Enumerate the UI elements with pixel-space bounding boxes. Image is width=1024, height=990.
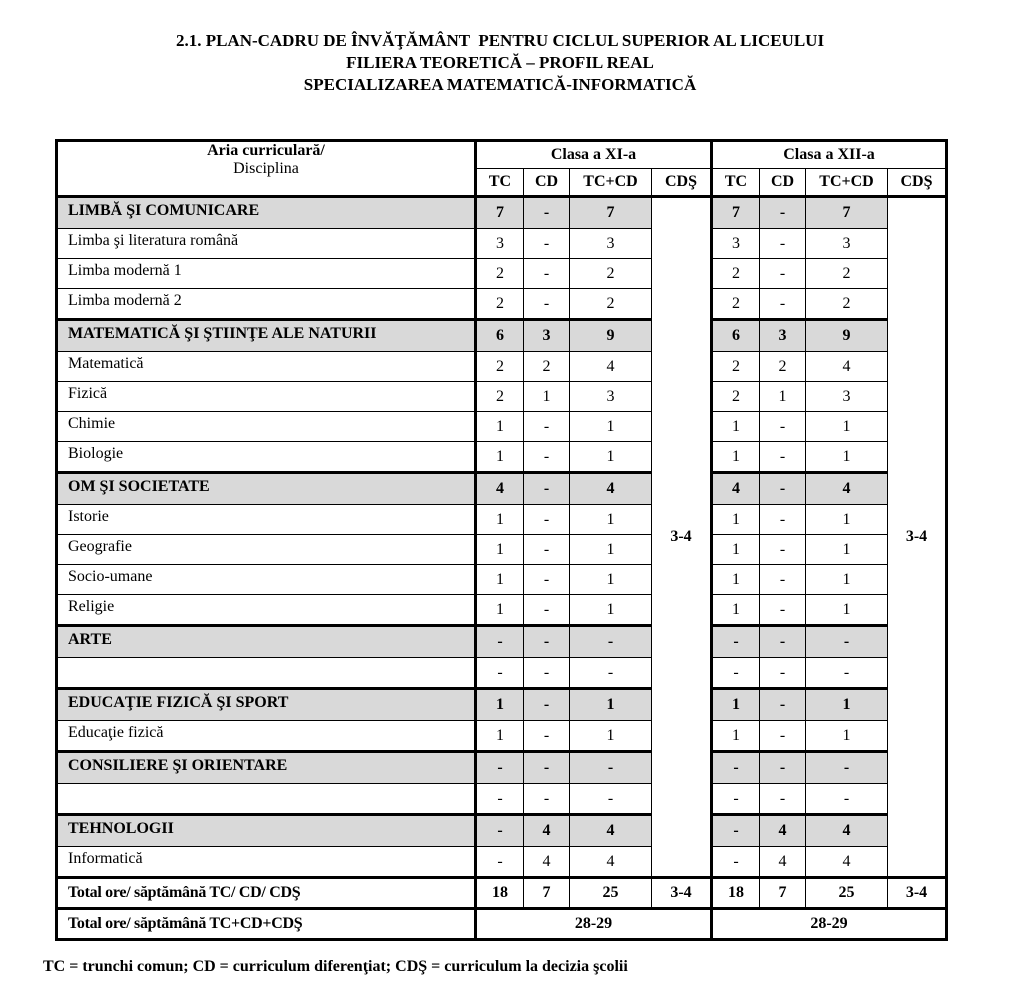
- xi-cd-cell: 3: [524, 320, 570, 352]
- xii-tc-cell: 7: [712, 197, 760, 229]
- xi-tccd-cell: 3: [570, 382, 652, 412]
- xi-cd-cell: -: [524, 505, 570, 535]
- xi-tccd-cell: 4: [570, 815, 652, 847]
- xii-tc-cell: 2: [712, 289, 760, 320]
- xii-tccd-cell: 1: [806, 721, 888, 752]
- table-row: [57, 847, 947, 878]
- total-xi-tc: 18: [476, 878, 524, 909]
- discipline-name: Limba modernă 2: [57, 289, 476, 320]
- xii-cd-cell: 2: [760, 352, 806, 382]
- discipline-name: Geografie: [57, 535, 476, 565]
- class-xii-header: Clasa a XII-a: [712, 141, 947, 169]
- table-row: [57, 289, 947, 320]
- xi-tc-cell: 7: [476, 197, 524, 229]
- xi-tc-cell: 1: [476, 442, 524, 473]
- xi-tccd-cell: 9: [570, 320, 652, 352]
- table-row: [57, 442, 947, 473]
- xii-tc-cell: 4: [712, 473, 760, 505]
- col-tccd-xi: TC+CD: [570, 169, 652, 197]
- xii-cd-cell: -: [760, 289, 806, 320]
- aria-header: [57, 141, 476, 197]
- xi-tccd-cell: -: [570, 752, 652, 784]
- xii-tccd-cell: 4: [806, 847, 888, 878]
- curricular-area-name: TEHNOLOGII: [57, 815, 476, 847]
- xi-tc-cell: 3: [476, 229, 524, 259]
- xii-tccd-cell: -: [806, 784, 888, 815]
- xii-cd-cell: -: [760, 197, 806, 229]
- xi-tccd-cell: 1: [570, 595, 652, 626]
- discipline-name: Biologie: [57, 442, 476, 473]
- xii-cd-cell: -: [760, 721, 806, 752]
- xi-cd-cell: -: [524, 412, 570, 442]
- xii-tc-cell: 6: [712, 320, 760, 352]
- xii-tccd-cell: 2: [806, 259, 888, 289]
- legend: TC = trunchi comun; CD = curriculum diferenţiat; CDŞ = curriculum la decizia şcolii: [43, 958, 628, 975]
- xi-tc-cell: 1: [476, 535, 524, 565]
- xii-tccd-cell: 9: [806, 320, 888, 352]
- xii-tc-cell: -: [712, 847, 760, 878]
- xii-tccd-cell: 1: [806, 595, 888, 626]
- xii-tc-cell: 2: [712, 352, 760, 382]
- xi-tccd-cell: 1: [570, 721, 652, 752]
- xii-cd-cell: 4: [760, 847, 806, 878]
- total-xi-tccd: 25: [570, 878, 652, 909]
- col-tc-xi: TC: [476, 169, 524, 197]
- group-row: [57, 689, 947, 721]
- xii-tc-cell: 2: [712, 259, 760, 289]
- xii-tc-cell: 2: [712, 382, 760, 412]
- col-cd-xii: CD: [760, 169, 806, 197]
- total-xii-sum: 28-29: [712, 909, 947, 940]
- xii-cd-cell: -: [760, 595, 806, 626]
- xii-tccd-cell: 3: [806, 382, 888, 412]
- xi-tc-cell: -: [476, 626, 524, 658]
- xi-tc-cell: 4: [476, 473, 524, 505]
- xi-cd-cell: 2: [524, 352, 570, 382]
- xi-cds-merged-cell: 3-4: [652, 197, 712, 878]
- xii-tccd-cell: -: [806, 752, 888, 784]
- xi-cd-cell: -: [524, 752, 570, 784]
- aria-header-line-2: Disciplina: [233, 160, 299, 177]
- table-row: [57, 721, 947, 752]
- xi-tc-cell: 1: [476, 595, 524, 626]
- xii-cd-cell: -: [760, 752, 806, 784]
- table-totals: [57, 878, 947, 940]
- discipline-name: Informatică: [57, 847, 476, 878]
- discipline-name: Limba şi literatura română: [57, 229, 476, 259]
- xi-cd-cell: -: [524, 442, 570, 473]
- table-row: [57, 535, 947, 565]
- xi-tccd-cell: -: [570, 784, 652, 815]
- xi-tccd-cell: 1: [570, 565, 652, 595]
- xi-cd-cell: 4: [524, 847, 570, 878]
- xi-cd-cell: -: [524, 626, 570, 658]
- col-cds-xi: CDŞ: [652, 169, 712, 197]
- xi-tc-cell: 1: [476, 565, 524, 595]
- xi-cd-cell: -: [524, 289, 570, 320]
- xii-tc-cell: -: [712, 626, 760, 658]
- table-row: [57, 259, 947, 289]
- table-row: [57, 784, 947, 815]
- title-line-2: FILIERA TEORETICĂ – PROFIL REAL: [346, 53, 654, 72]
- xii-tc-cell: 1: [712, 689, 760, 721]
- xi-cd-cell: -: [524, 658, 570, 689]
- header-row-1: [57, 141, 947, 169]
- xi-cd-cell: -: [524, 721, 570, 752]
- total-row-split: [57, 878, 947, 909]
- table-row: [57, 565, 947, 595]
- total-label-split: Total ore/ săptămână TC/ CD/ CDŞ: [57, 878, 476, 909]
- curricular-area-name: ARTE: [57, 626, 476, 658]
- xii-tccd-cell: 1: [806, 505, 888, 535]
- table-row: [57, 382, 947, 412]
- xi-cd-cell: -: [524, 784, 570, 815]
- xi-tccd-cell: 1: [570, 535, 652, 565]
- xii-cd-cell: -: [760, 535, 806, 565]
- discipline-name: Religie: [57, 595, 476, 626]
- total-xi-sum: 28-29: [476, 909, 712, 940]
- xi-tc-cell: 1: [476, 721, 524, 752]
- xi-tccd-cell: 2: [570, 289, 652, 320]
- group-row: [57, 197, 947, 229]
- table-row: [57, 229, 947, 259]
- xii-tc-cell: -: [712, 784, 760, 815]
- discipline-name: Matematică: [57, 352, 476, 382]
- curriculum-table: [55, 139, 948, 941]
- col-tc-xii: TC: [712, 169, 760, 197]
- xii-cd-cell: 1: [760, 382, 806, 412]
- curricular-area-name: EDUCAŢIE FIZICĂ ŞI SPORT: [57, 689, 476, 721]
- xii-cd-cell: -: [760, 565, 806, 595]
- group-row: [57, 626, 947, 658]
- xi-tccd-cell: 1: [570, 505, 652, 535]
- xii-cds-merged-cell: 3-4: [888, 197, 947, 878]
- curricular-area-name: OM ŞI SOCIETATE: [57, 473, 476, 505]
- xii-tc-cell: 1: [712, 565, 760, 595]
- xii-tccd-cell: 4: [806, 352, 888, 382]
- xi-cd-cell: -: [524, 473, 570, 505]
- xi-tc-cell: 2: [476, 382, 524, 412]
- xi-cd-cell: -: [524, 689, 570, 721]
- xi-tc-cell: -: [476, 658, 524, 689]
- xi-tccd-cell: 3: [570, 229, 652, 259]
- curricular-area-name: CONSILIERE ŞI ORIENTARE: [57, 752, 476, 784]
- xii-tc-cell: 1: [712, 721, 760, 752]
- xii-tc-cell: 1: [712, 442, 760, 473]
- xii-cd-cell: 4: [760, 815, 806, 847]
- table-row: [57, 658, 947, 689]
- xii-tccd-cell: 1: [806, 689, 888, 721]
- total-xii-tc: 18: [712, 878, 760, 909]
- title-line-3: SPECIALIZAREA MATEMATICĂ-INFORMATICĂ: [303, 75, 697, 94]
- group-row: [57, 752, 947, 784]
- xi-tccd-cell: 1: [570, 412, 652, 442]
- xii-tccd-cell: 1: [806, 442, 888, 473]
- xi-tc-cell: 1: [476, 689, 524, 721]
- xi-tccd-cell: 4: [570, 847, 652, 878]
- xi-tc-cell: 2: [476, 259, 524, 289]
- total-xii-cds: 3-4: [888, 878, 947, 909]
- xi-cd-cell: -: [524, 259, 570, 289]
- xi-tccd-cell: 4: [570, 473, 652, 505]
- group-row: [57, 473, 947, 505]
- xii-cd-cell: -: [760, 689, 806, 721]
- xi-tccd-cell: 1: [570, 442, 652, 473]
- xi-cd-cell: -: [524, 229, 570, 259]
- xii-cd-cell: -: [760, 229, 806, 259]
- xii-cd-cell: -: [760, 473, 806, 505]
- xii-tc-cell: -: [712, 752, 760, 784]
- xii-tc-cell: -: [712, 658, 760, 689]
- xi-cd-cell: -: [524, 535, 570, 565]
- group-row: [57, 320, 947, 352]
- discipline-name: Fizică: [57, 382, 476, 412]
- xii-tc-cell: 1: [712, 412, 760, 442]
- total-xi-cds: 3-4: [652, 878, 712, 909]
- xii-tccd-cell: 2: [806, 289, 888, 320]
- xii-cd-cell: -: [760, 442, 806, 473]
- table-row: [57, 505, 947, 535]
- xii-tc-cell: 1: [712, 595, 760, 626]
- curricular-area-name: LIMBĂ ŞI COMUNICARE: [57, 197, 476, 229]
- total-xi-cd: 7: [524, 878, 570, 909]
- xi-tc-cell: -: [476, 752, 524, 784]
- xii-cd-cell: 3: [760, 320, 806, 352]
- total-row-sum: [57, 909, 947, 940]
- xi-tccd-cell: 2: [570, 259, 652, 289]
- xii-cd-cell: -: [760, 784, 806, 815]
- title-line-1: 2.1. PLAN-CADRU DE ÎNVĂŢĂMÂNT PENTRU CICLUL SUPERIOR AL LICEULUI: [175, 31, 825, 50]
- xii-tc-cell: -: [712, 815, 760, 847]
- discipline-name: Educaţie fizică: [57, 721, 476, 752]
- xii-cd-cell: -: [760, 412, 806, 442]
- xii-cd-cell: -: [760, 626, 806, 658]
- xii-tccd-cell: 1: [806, 412, 888, 442]
- xi-tccd-cell: -: [570, 658, 652, 689]
- xi-cd-cell: 1: [524, 382, 570, 412]
- xi-cd-cell: -: [524, 197, 570, 229]
- xi-tc-cell: 2: [476, 289, 524, 320]
- xii-tc-cell: 1: [712, 505, 760, 535]
- xi-tc-cell: 1: [476, 412, 524, 442]
- discipline-name: Socio-umane: [57, 565, 476, 595]
- total-xii-tccd: 25: [806, 878, 888, 909]
- xii-cd-cell: -: [760, 259, 806, 289]
- xi-tc-cell: -: [476, 847, 524, 878]
- discipline-name: [57, 784, 476, 815]
- xi-tc-cell: -: [476, 815, 524, 847]
- xii-tccd-cell: 3: [806, 229, 888, 259]
- xi-tc-cell: 1: [476, 505, 524, 535]
- xii-tccd-cell: 4: [806, 473, 888, 505]
- class-xi-header: Clasa a XI-a: [476, 141, 712, 169]
- xii-tccd-cell: 1: [806, 565, 888, 595]
- table-row: [57, 595, 947, 626]
- xi-tccd-cell: 7: [570, 197, 652, 229]
- xii-cd-cell: -: [760, 505, 806, 535]
- discipline-name: Limba modernă 1: [57, 259, 476, 289]
- xi-tc-cell: 6: [476, 320, 524, 352]
- total-xii-cd: 7: [760, 878, 806, 909]
- xi-tccd-cell: -: [570, 626, 652, 658]
- aria-header-line-1: Aria curriculară/: [207, 142, 325, 159]
- xi-cd-cell: -: [524, 565, 570, 595]
- xii-cd-cell: -: [760, 658, 806, 689]
- col-cds-xii: CDŞ: [888, 169, 947, 197]
- discipline-name: [57, 658, 476, 689]
- xi-tc-cell: -: [476, 784, 524, 815]
- table-row: [57, 412, 947, 442]
- xi-tccd-cell: 4: [570, 352, 652, 382]
- curricular-area-name: MATEMATICĂ ŞI ŞTIINŢE ALE NATURII: [57, 320, 476, 352]
- xii-tccd-cell: -: [806, 626, 888, 658]
- discipline-name: Chimie: [57, 412, 476, 442]
- xii-tccd-cell: 1: [806, 535, 888, 565]
- document-title: [0, 30, 1000, 96]
- xi-cd-cell: 4: [524, 815, 570, 847]
- discipline-name: Istorie: [57, 505, 476, 535]
- group-row: [57, 815, 947, 847]
- xi-cd-cell: -: [524, 595, 570, 626]
- xii-tccd-cell: -: [806, 658, 888, 689]
- xi-tc-cell: 2: [476, 352, 524, 382]
- table-row: [57, 352, 947, 382]
- xii-tc-cell: 3: [712, 229, 760, 259]
- col-cd-xi: CD: [524, 169, 570, 197]
- xii-tc-cell: 1: [712, 535, 760, 565]
- col-tccd-xii: TC+CD: [806, 169, 888, 197]
- xii-tccd-cell: 4: [806, 815, 888, 847]
- table-body: [57, 197, 947, 878]
- xi-tccd-cell: 1: [570, 689, 652, 721]
- xii-tccd-cell: 7: [806, 197, 888, 229]
- total-label-sum: Total ore/ săptămână TC+CD+CDŞ: [57, 909, 476, 940]
